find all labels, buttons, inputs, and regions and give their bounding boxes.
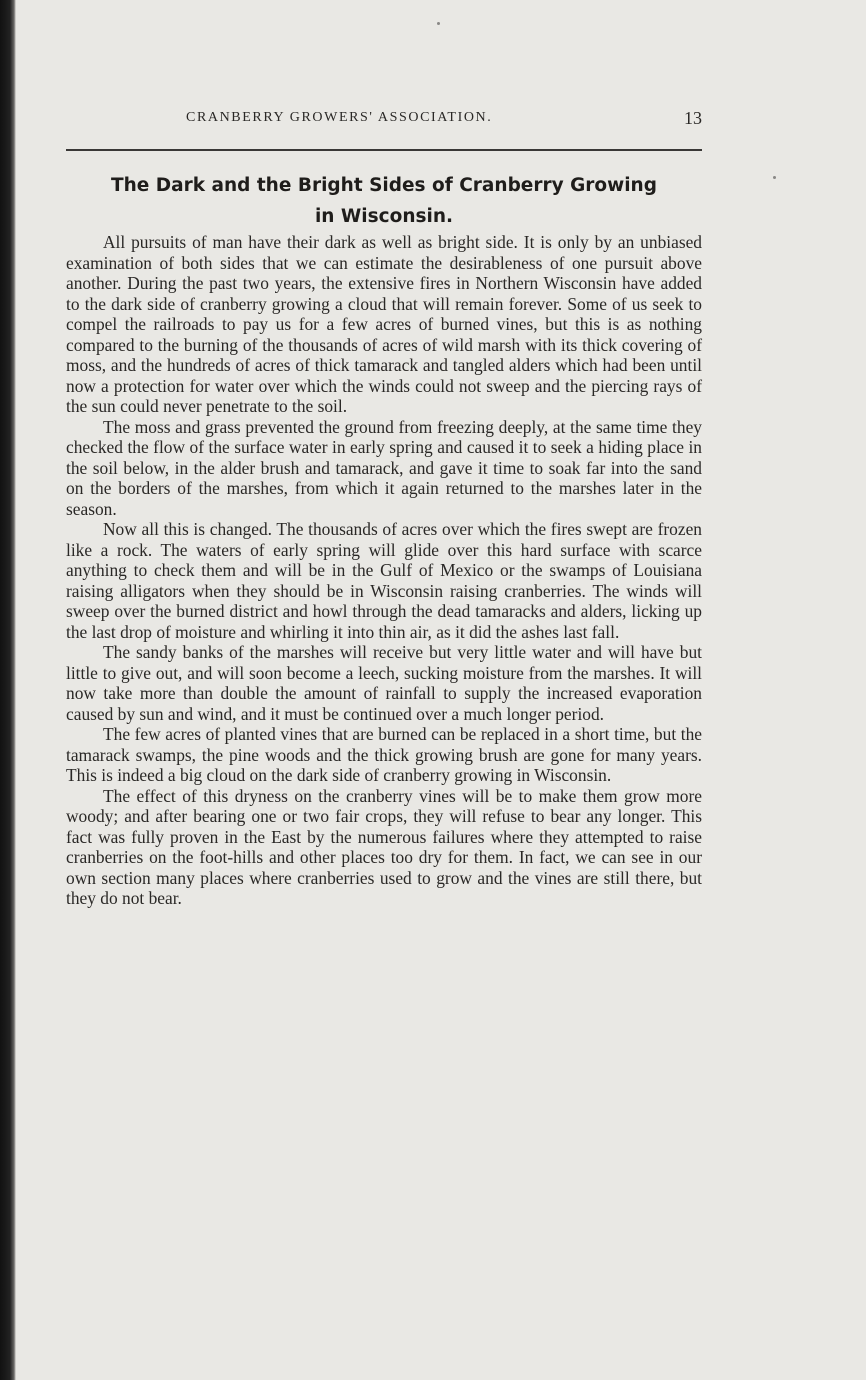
scan-speck	[437, 22, 440, 25]
article-title-line-2: in Wisconsin.	[314, 206, 454, 227]
paragraph-2: The moss and grass prevented the ground from freezing deeply, at the same time they checked the flow of the surface water in early spring and caused it to seek a hiding place in the soil below, in the alder brush and tamarack, and gave it time to soak far into the sand on the borders of the marshes, from which it again returned to the marshes later in the season.	[66, 416, 702, 519]
article-title-line-1: The Dark and the Bright Sides of Cranberry Growing	[111, 175, 657, 196]
article-title	[66, 170, 702, 232]
scan-left-edge	[0, 0, 16, 1380]
paragraph-3: Now all this is changed. The thousands of acres over which the fires swept are frozen like a rock. The waters of early spring will glide over this hard surface with scarce anything to check them and will be in the Gulf of Mexico or the swamps of Louisiana raising alligators when they should be in Wisconsin raising cranberries. The winds will sweep over the burned district and howl through the dead tamaracks and alders, licking up the last drop of moisture and whirling it into thin air, as it did the ashes last fall.	[66, 519, 702, 642]
paragraph-1: All pursuits of man have their dark as well as bright side. It is only by an unbiased examination of both sides that we can estimate the desirableness of one pursuit above another. During the past two years, the extensive fires in Northern Wisconsin have added to the dark side of cranberry growing a cloud that will remain forever. Some of us seek to compel the railroads to pay us for a few acres of burned vines, but this is as nothing compared to the burning of the thousands of acres of wild marsh with its thick covering of moss, and the hundreds of acres of thick tamarack and tangled alders which had been until now a protection for water over which the winds could not sweep and the piercing rays of the sun could never penetrate to the soil.	[66, 232, 702, 416]
header-rule	[66, 149, 702, 151]
scan-speck	[773, 176, 776, 179]
page-number: 13	[684, 108, 702, 128]
paragraph-6: The effect of this dryness on the cranberry vines will be to make them grow more woody; and after bearing one or two fair crops, they will refuse to bear any longer. This fact was fully proven in the East by the numerous failures where they attempted to raise cranberries on the foot-hills and other places too dry for them. In fact, we can see in our own section many places where cranberries used to grow and the vines are still there, but they do not bear.	[66, 785, 702, 908]
running-title: CRANBERRY GROWERS' ASSOCIATION.	[186, 110, 493, 125]
article-body	[66, 232, 702, 909]
paragraph-5: The few acres of planted vines that are burned can be replaced in a short time, but the tamarack swamps, the pine woods and the thick growing brush are gone for many years. This is indeed a big cloud on the dark side of cranberry growing in Wisconsin.	[66, 724, 702, 785]
paragraph-4: The sandy banks of the marshes will receive but very little water and will have but little to give out, and will soon become a leech, sucking moisture from the marshes. It will now take more than double the amount of rainfall to supply the increased evaporation caused by sun and wind, and it must be continued over a much longer period.	[66, 642, 702, 724]
running-head	[66, 110, 702, 130]
